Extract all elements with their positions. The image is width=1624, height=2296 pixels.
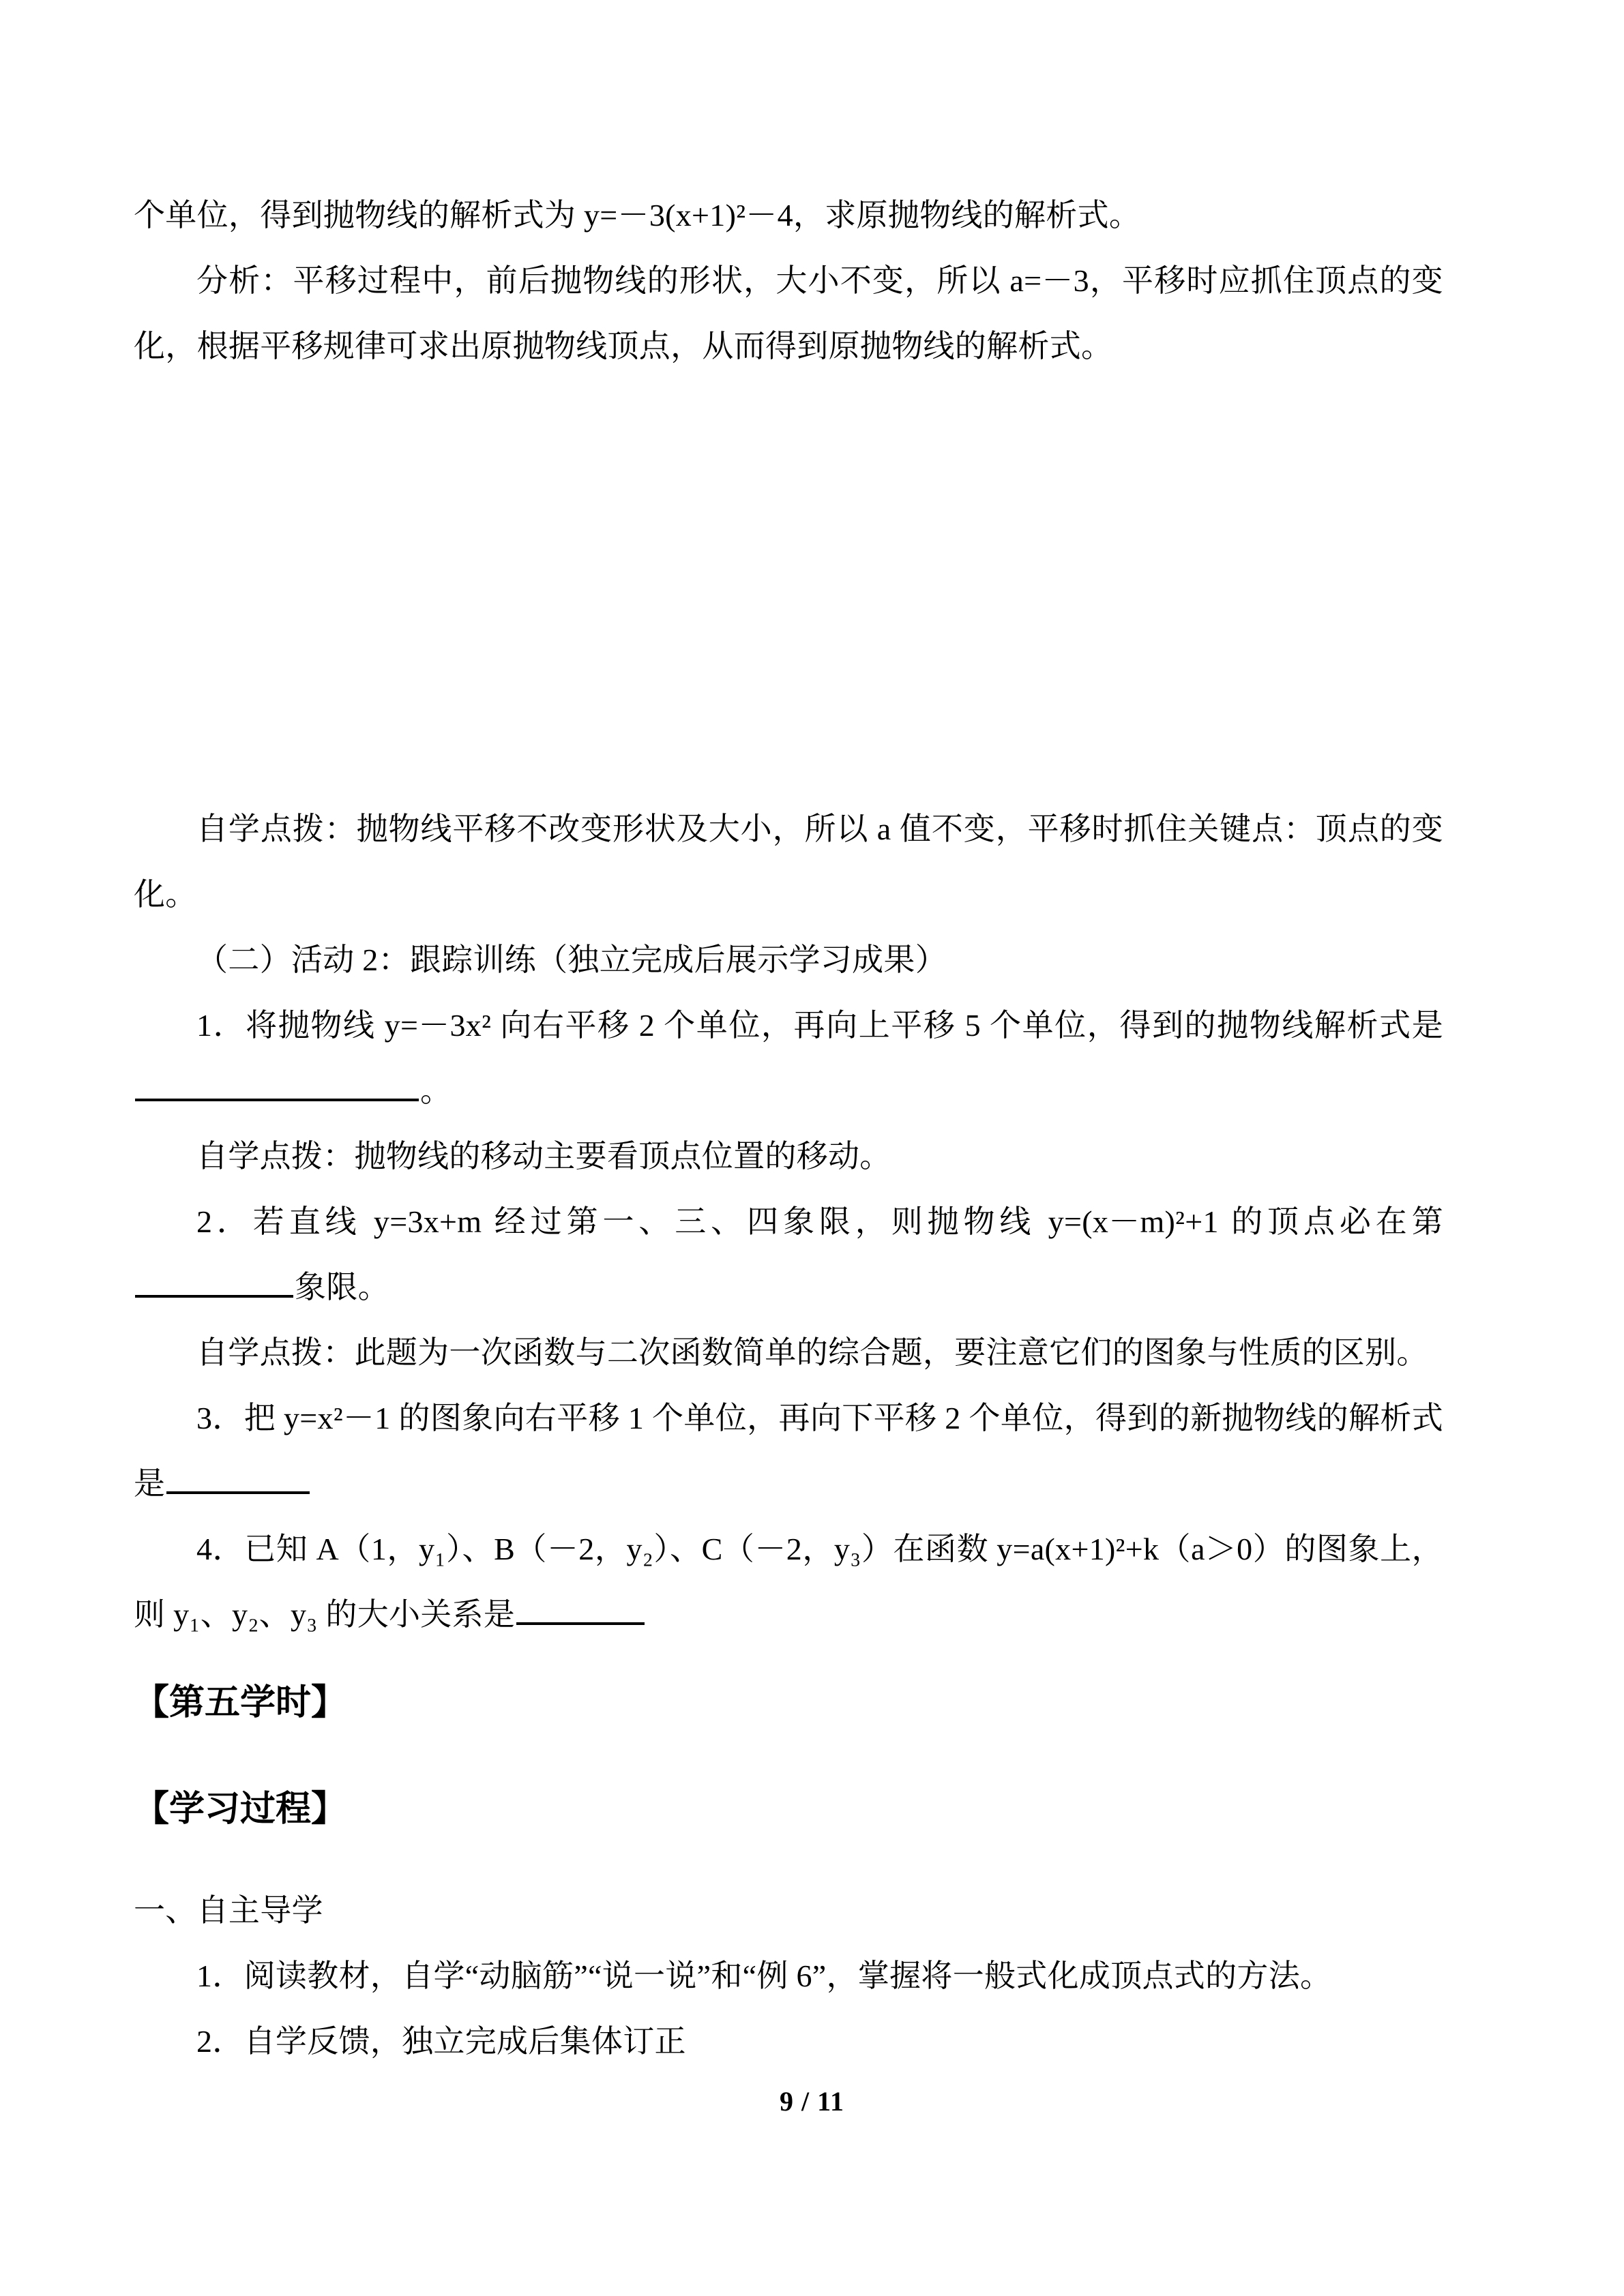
paragraph-activity-2: （二）活动 2：跟踪训练（独立完成后展示学习成果）	[196, 942, 947, 977]
question-1	[134, 993, 1443, 1124]
question-2-answer-blank[interactable]	[135, 1266, 293, 1298]
question-2	[134, 1189, 1443, 1320]
question-1-suffix: 。	[420, 1073, 452, 1108]
question-3-answer-blank[interactable]	[166, 1463, 310, 1494]
question-3-text: 3．把 y=x²－1 的图象向右平移 1 个单位，再向下平移 2 个单位，得到的新抛物线的解析式是	[134, 1401, 1443, 1501]
paragraph-section-one: 一、自主导学	[134, 1893, 323, 1928]
paragraph-analysis: 分析：平移过程中，前后抛物线的形状，大小不变，所以 a=－3，平移时应抓住顶点的变化，根据平移规律可求出原抛物线顶点，从而得到原抛物线的解析式。	[134, 263, 1443, 363]
paragraph-self-study-tip-2: 自学点拨：抛物线的移动主要看顶点位置的移动。	[196, 1139, 891, 1174]
page-content	[134, 183, 1443, 2074]
spacer	[134, 1648, 1443, 1665]
paragraph-continued-problem: 个单位，得到抛物线的解析式为 y=－3(x+1)²－4，求原抛物线的解析式。	[134, 198, 1141, 233]
heading-learning-process: 【学习过程】	[134, 1790, 347, 1829]
question-1-text: 1．将抛物线 y=－3x² 向右平移 2 个单位，再向上平移 5 个单位，得到的抛物线解析式是	[196, 1008, 1443, 1043]
question-1-answer-blank[interactable]	[135, 1070, 419, 1101]
page-number: 9 / 11	[780, 2086, 844, 2117]
question-3	[134, 1386, 1443, 1517]
spacer	[134, 1848, 1443, 1878]
question-4	[134, 1517, 1443, 1648]
paragraph-study-item-1: 1．阅读教材，自学“动脑筋”“说一说”和“例 6”，掌握将一般式化成顶点式的方法。	[196, 1958, 1332, 1993]
spacer	[134, 1742, 1443, 1772]
paragraph-self-study-tip-3: 自学点拨：此题为一次函数与二次函数简单的综合题，要注意它们的图象与性质的区别。	[196, 1335, 1428, 1370]
question-2-suffix: 象限。	[295, 1270, 389, 1304]
paragraph-study-item-2: 2．自学反馈，独立完成后集体订正	[196, 2024, 686, 2059]
question-2-text: 2．若直线 y=3x+m 经过第一、三、四象限，则抛物线 y=(x－m)²+1 的顶点必在第	[196, 1204, 1443, 1239]
paragraph-self-study-tip-1: 自学点拨：抛物线平移不改变形状及大小，所以 a 值不变，平移时抓住关键点：顶点的变化。	[134, 811, 1443, 912]
heading-lesson-5: 【第五学时】	[134, 1684, 347, 1723]
question-4-text: 4．已知 A（1，y₁）、B（－2，y₂）、C（－2，y₃）在函数 y=a(x+1)²+k（a＞0）的图象上，则 y₁、y₂、y₃ 的大小关系是	[134, 1532, 1443, 1632]
question-4-answer-blank[interactable]	[516, 1594, 645, 1625]
answer-workspace	[134, 379, 1443, 796]
